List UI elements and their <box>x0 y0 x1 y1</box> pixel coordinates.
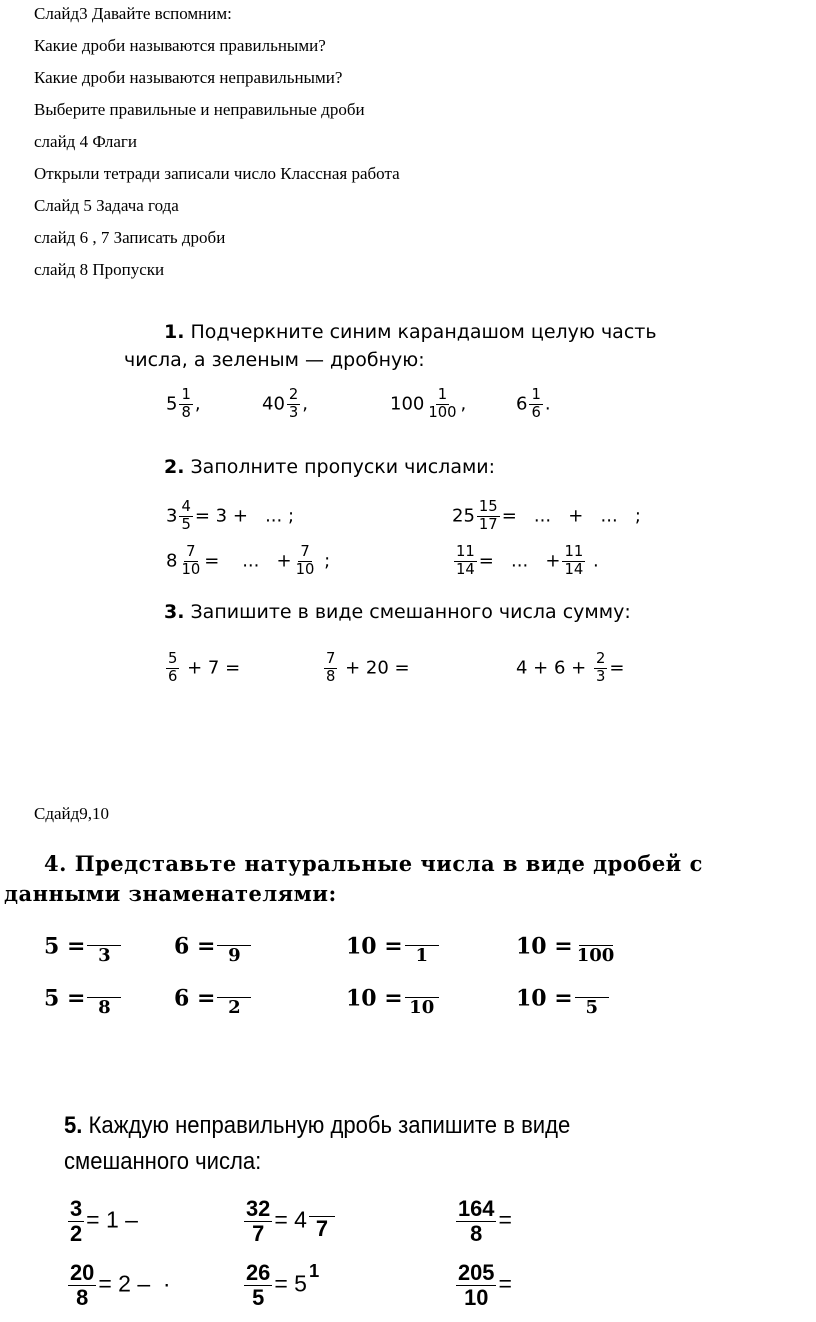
denominator: 1 <box>415 945 428 966</box>
separator: , <box>194 393 201 415</box>
equation-5 <box>454 1262 512 1309</box>
denominator: 5 <box>252 1284 265 1310</box>
fraction <box>309 1203 335 1240</box>
equation-lhs: 10 = <box>346 933 403 960</box>
fraction <box>456 1198 496 1245</box>
denominator: 10 <box>409 997 435 1018</box>
numerator: 7 <box>186 543 196 560</box>
separator: , <box>460 393 467 415</box>
intro-line: Слайд3 Давайте вспомним: <box>34 4 232 23</box>
equation-lhs: 10 = <box>516 985 573 1012</box>
equation-5 <box>242 1262 321 1309</box>
denominator: 100 <box>576 945 615 966</box>
fraction <box>68 1198 84 1245</box>
equation-lhs: 5 = <box>44 985 86 1012</box>
fraction <box>324 652 337 685</box>
task-3-heading <box>164 600 631 625</box>
denominator: 100 <box>428 403 457 421</box>
fraction <box>594 652 607 685</box>
fraction <box>575 982 609 1017</box>
equation-end: ; <box>324 550 331 572</box>
mixed-number <box>262 388 308 421</box>
equation-rest: = 2 – · <box>98 1270 171 1297</box>
denominator: 7 <box>252 1220 265 1246</box>
equation-rest: = <box>609 657 625 679</box>
denominator: 17 <box>478 515 498 533</box>
denominator: 14 <box>456 560 475 578</box>
fraction <box>456 1262 496 1309</box>
denominator: 6 <box>168 667 178 685</box>
task-2-heading <box>164 455 495 480</box>
equation-rest: + 7 = <box>187 657 241 679</box>
task-text: Представьте натуральные числа в виде дробей с <box>74 851 703 876</box>
fraction <box>477 500 500 533</box>
slide-label: Сдайд9,10 <box>34 804 110 823</box>
fraction <box>179 388 192 421</box>
empty-numerator <box>87 930 121 946</box>
empty-numerator <box>217 982 251 998</box>
intro-line: Слайд 5 Задача года <box>34 196 179 215</box>
task-text: Каждую неправильную дробь запишите в виде <box>88 1112 571 1139</box>
numerator: 2 <box>595 650 606 667</box>
whole-part: 100 <box>390 393 425 415</box>
empty-numerator <box>575 982 609 998</box>
empty-numerator <box>217 930 251 946</box>
denominator: 10 <box>464 1284 489 1310</box>
denominator: 3 <box>98 945 111 966</box>
fraction <box>244 1198 272 1245</box>
numerator: 5 <box>168 650 178 667</box>
task-5-line-2: смешанного числа: <box>64 1148 262 1175</box>
numerator: 3 <box>70 1196 83 1221</box>
numerator: 11 <box>456 543 475 560</box>
equation-2a <box>166 500 294 533</box>
equation-mid: = ... + <box>204 550 292 572</box>
fraction <box>179 545 202 578</box>
task-5-line-1 <box>64 1110 570 1142</box>
separator: , <box>302 393 309 415</box>
fraction <box>244 1262 272 1309</box>
numerator: 164 <box>458 1196 495 1221</box>
mixed-number <box>516 388 551 421</box>
task-number: 4. <box>44 851 67 876</box>
equation-3a <box>164 652 240 685</box>
equation-rest: = <box>498 1206 512 1233</box>
denominator: 3 <box>595 667 606 685</box>
equation-lhs: 10 = <box>346 985 403 1012</box>
task-number: 1. <box>164 321 185 343</box>
denominator: 7 <box>315 1215 329 1241</box>
intro-line: слайд 4 Флаги <box>34 132 138 151</box>
equation-rest: = 1 – <box>86 1206 138 1233</box>
intro-line: слайд 8 Пропуски <box>34 260 165 279</box>
numerator: 2 <box>288 386 299 403</box>
denominator: 8 <box>470 1220 483 1246</box>
fraction <box>426 388 458 421</box>
numerator: 4 <box>181 498 191 515</box>
denominator: 5 <box>181 515 191 533</box>
task-number: 5. <box>64 1112 83 1139</box>
numerator: 1 <box>531 386 541 403</box>
denominator: 2 <box>70 1220 83 1246</box>
task-1-line-2: числа, а зеленым — дробную: <box>124 349 425 371</box>
fraction <box>405 982 439 1017</box>
equation-4 <box>174 982 253 1017</box>
empty-numerator <box>309 1203 335 1217</box>
equation-5 <box>454 1198 512 1245</box>
numerator: 15 <box>478 498 498 515</box>
fraction <box>179 500 192 533</box>
denominator: 14 <box>564 560 584 578</box>
denominator: 5 <box>585 997 598 1018</box>
numerator: 205 <box>458 1260 495 1285</box>
intro-line: Открыли тетради записали число Классная работа <box>34 164 400 183</box>
numerator: 26 <box>246 1260 271 1285</box>
numerator: 1 <box>308 1260 320 1281</box>
fraction <box>87 930 121 965</box>
empty-numerator <box>579 930 613 946</box>
equation-end: . <box>592 550 599 572</box>
equation-4 <box>346 930 441 965</box>
equation-2c <box>166 545 330 578</box>
equation-4 <box>516 930 618 965</box>
intro-line: слайд 6 , 7 Записать дроби <box>34 228 226 247</box>
numerator: 20 <box>70 1260 95 1285</box>
equation-rest: + 20 = <box>345 657 410 679</box>
fraction <box>562 545 585 578</box>
equation-4 <box>346 982 441 1017</box>
mixed-number <box>390 388 466 421</box>
fraction <box>575 930 617 965</box>
whole-part: 3 <box>166 505 178 527</box>
equation-mid: = ... + <box>478 550 561 572</box>
denominator: 8 <box>98 997 111 1018</box>
denominator: 8 <box>326 667 336 685</box>
equation-4 <box>516 982 611 1017</box>
denominator: 6 <box>531 403 541 421</box>
empty-numerator <box>87 982 121 998</box>
numerator: 1 <box>437 386 448 403</box>
equation-2b <box>452 500 641 533</box>
denominator: 2 <box>228 997 241 1018</box>
task-4-line-2: данными знаменателями: <box>4 881 337 906</box>
denominator: 8 <box>181 403 191 421</box>
whole-part: 40 <box>262 393 285 415</box>
equation-4 <box>44 982 123 1017</box>
task-text: Запишите в виде смешанного числа сумму: <box>190 601 631 623</box>
equation-2d <box>452 545 599 578</box>
equation-lhs: 6 = <box>174 933 216 960</box>
equation-lead: 4 + 6 + <box>516 657 587 679</box>
denominator: 3 <box>288 403 299 421</box>
task-number: 3. <box>164 601 185 623</box>
fraction <box>68 1262 96 1309</box>
fraction <box>287 388 300 421</box>
equation-rest: = 3 + ... ; <box>194 505 295 527</box>
equation-5 <box>242 1198 337 1245</box>
equation-4 <box>44 930 123 965</box>
numerator: 11 <box>564 543 584 560</box>
fraction <box>529 388 542 421</box>
intro-line: Выберите правильные и неправильные дроби <box>34 100 365 119</box>
task-number: 2. <box>164 456 185 478</box>
denominator: 10 <box>181 560 201 578</box>
numerator: 32 <box>246 1196 271 1221</box>
denominator: 9 <box>228 945 241 966</box>
numerator: 1 <box>181 386 191 403</box>
task-text: Подчеркните синим карандашом целую часть <box>190 321 657 343</box>
numerator: 7 <box>326 650 336 667</box>
task-text: Заполните пропуски числами: <box>190 456 496 478</box>
equation-rest: = 4 <box>274 1206 307 1233</box>
task-1-line-1 <box>164 320 657 345</box>
whole-part: 5 <box>166 393 178 415</box>
fraction <box>217 930 251 965</box>
fraction <box>294 545 317 578</box>
fraction <box>217 982 251 1017</box>
empty-numerator <box>405 930 439 946</box>
equation-4 <box>174 930 253 965</box>
fraction <box>166 652 179 685</box>
task-4-line-1 <box>44 850 703 877</box>
equation-rest: = 5 <box>274 1270 307 1297</box>
equation-rest: = ... + ... ; <box>501 505 641 527</box>
denominator: 10 <box>295 560 315 578</box>
separator: . <box>544 393 551 415</box>
equation-rest: = <box>498 1270 512 1297</box>
equation-5 <box>66 1198 138 1245</box>
fraction <box>454 545 477 578</box>
mixed-number <box>166 388 201 421</box>
equation-lhs: 10 = <box>516 933 573 960</box>
whole-part: 6 <box>516 393 528 415</box>
whole-part: 25 <box>452 505 475 527</box>
equation-3b <box>322 652 410 685</box>
equation-5 <box>66 1262 171 1309</box>
numerator: 7 <box>300 543 310 560</box>
empty-numerator <box>405 982 439 998</box>
equation-lhs: 6 = <box>174 985 216 1012</box>
intro-line: Какие дроби называются правильными? <box>34 36 326 55</box>
equation-3c <box>516 652 624 685</box>
fraction <box>309 1262 319 1280</box>
fraction <box>87 982 121 1017</box>
whole-part: 8 <box>166 550 178 572</box>
intro-line: Какие дроби называются неправильными? <box>34 68 343 87</box>
equation-lhs: 5 = <box>44 933 86 960</box>
denominator: 8 <box>76 1284 89 1310</box>
fraction <box>405 930 439 965</box>
